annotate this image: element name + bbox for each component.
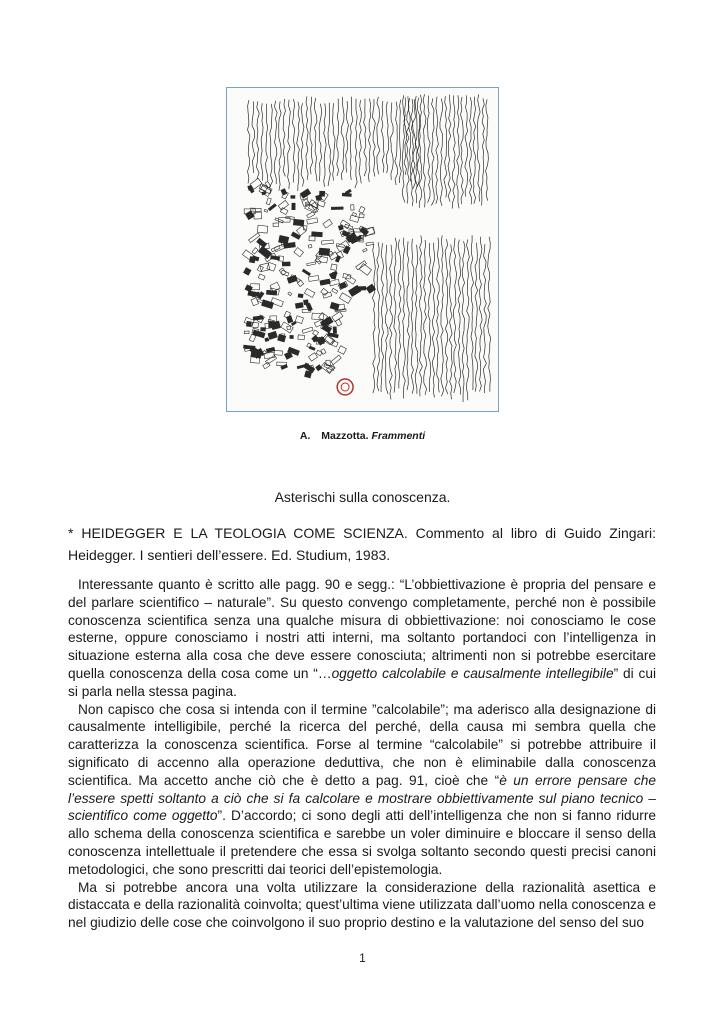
document-title: Asterischi sulla conoscenza. [274, 489, 451, 505]
caption-author: Mazzotta. [321, 430, 369, 442]
paragraph: Interessante quanto è scritto alle pagg. 90 e segg.: “L’obbiettivazione è propria del pensare e del parlare scientifico – naturale”. Su questo convengo completamente, perché non è possibile conoscenza scientifica senza una qualche misura di obbiettivazione: noi conosciamo le cose esterne, oppure conosciamo i nostri atti interni, ma soltanto portandoci con l’intelligenza in situazione esterna alla cosa che deve essere conosciuta; altrimenti non si potrebbe esercitare quella conoscenza della cosa come un “…oggetto calcolabile e causalmente intellegibile” di cui si parla nella stessa pagina. [68, 577, 657, 699]
artwork-frammenti [226, 87, 499, 412]
artwork-drawing [227, 88, 498, 411]
page-number: 1 [359, 951, 366, 965]
caption-number: A. [299, 430, 311, 442]
caption-title: Frammenti [371, 430, 426, 442]
artwork-strokes [242, 94, 490, 402]
section-heading: * HEIDEGGER E LA TEOLOGIA COME SCIENZA. Commento al libro di Guido Zingari: Heidegger. I sentieri dell’essere. Ed. Studium, 1983. [68, 525, 656, 563]
paragraph: Non capisco che cosa si intenda con il termine ”calcolabile”; ma aderisco alla designazione di causalmente intelligibile, perché la ricerca del perché, della causa mi sembra quella che caratterizza la conoscenza scientifica. Forse al termine “calcolabile” si potrebbe attribuire il significato di accenno alla operazione deduttiva, che non è eliminabile dalla conoscenza scientifica. Ma accetto anche ciò che è detto a pag. 91, cioè che “è un errore pensare che l’essere spetti soltanto a ciò che si fa calcolare e mostrare obbiettivamente sul piano tecnico – scientifico come oggetto”. D’accordo; ci sono degli atti dell’intelligenza che non si fanno ridurre allo schema della conoscenza scientifica e sarebbe un voler diminuire e bloccare il senso della conoscenza intellettuale il pretendere che essa si svolga soltanto secondo questi precisi canoni metodologici, che sono prescritti dai teorici dell’epistemologia. [68, 701, 656, 877]
artwork-seal [337, 379, 353, 395]
paragraph: Ma si potrebbe ancora una volta utilizzare la considerazione della razionalità asettica e distaccata e della razionalità coinvolta; quest’ultima viene utilizzata dall’uomo nella conoscenza e nel giudizio delle cose che coinvolgono il suo proprio destino e la valutazione del senso del suo [68, 879, 656, 931]
figure-caption [0, 430, 725, 442]
body-text [68, 576, 656, 932]
